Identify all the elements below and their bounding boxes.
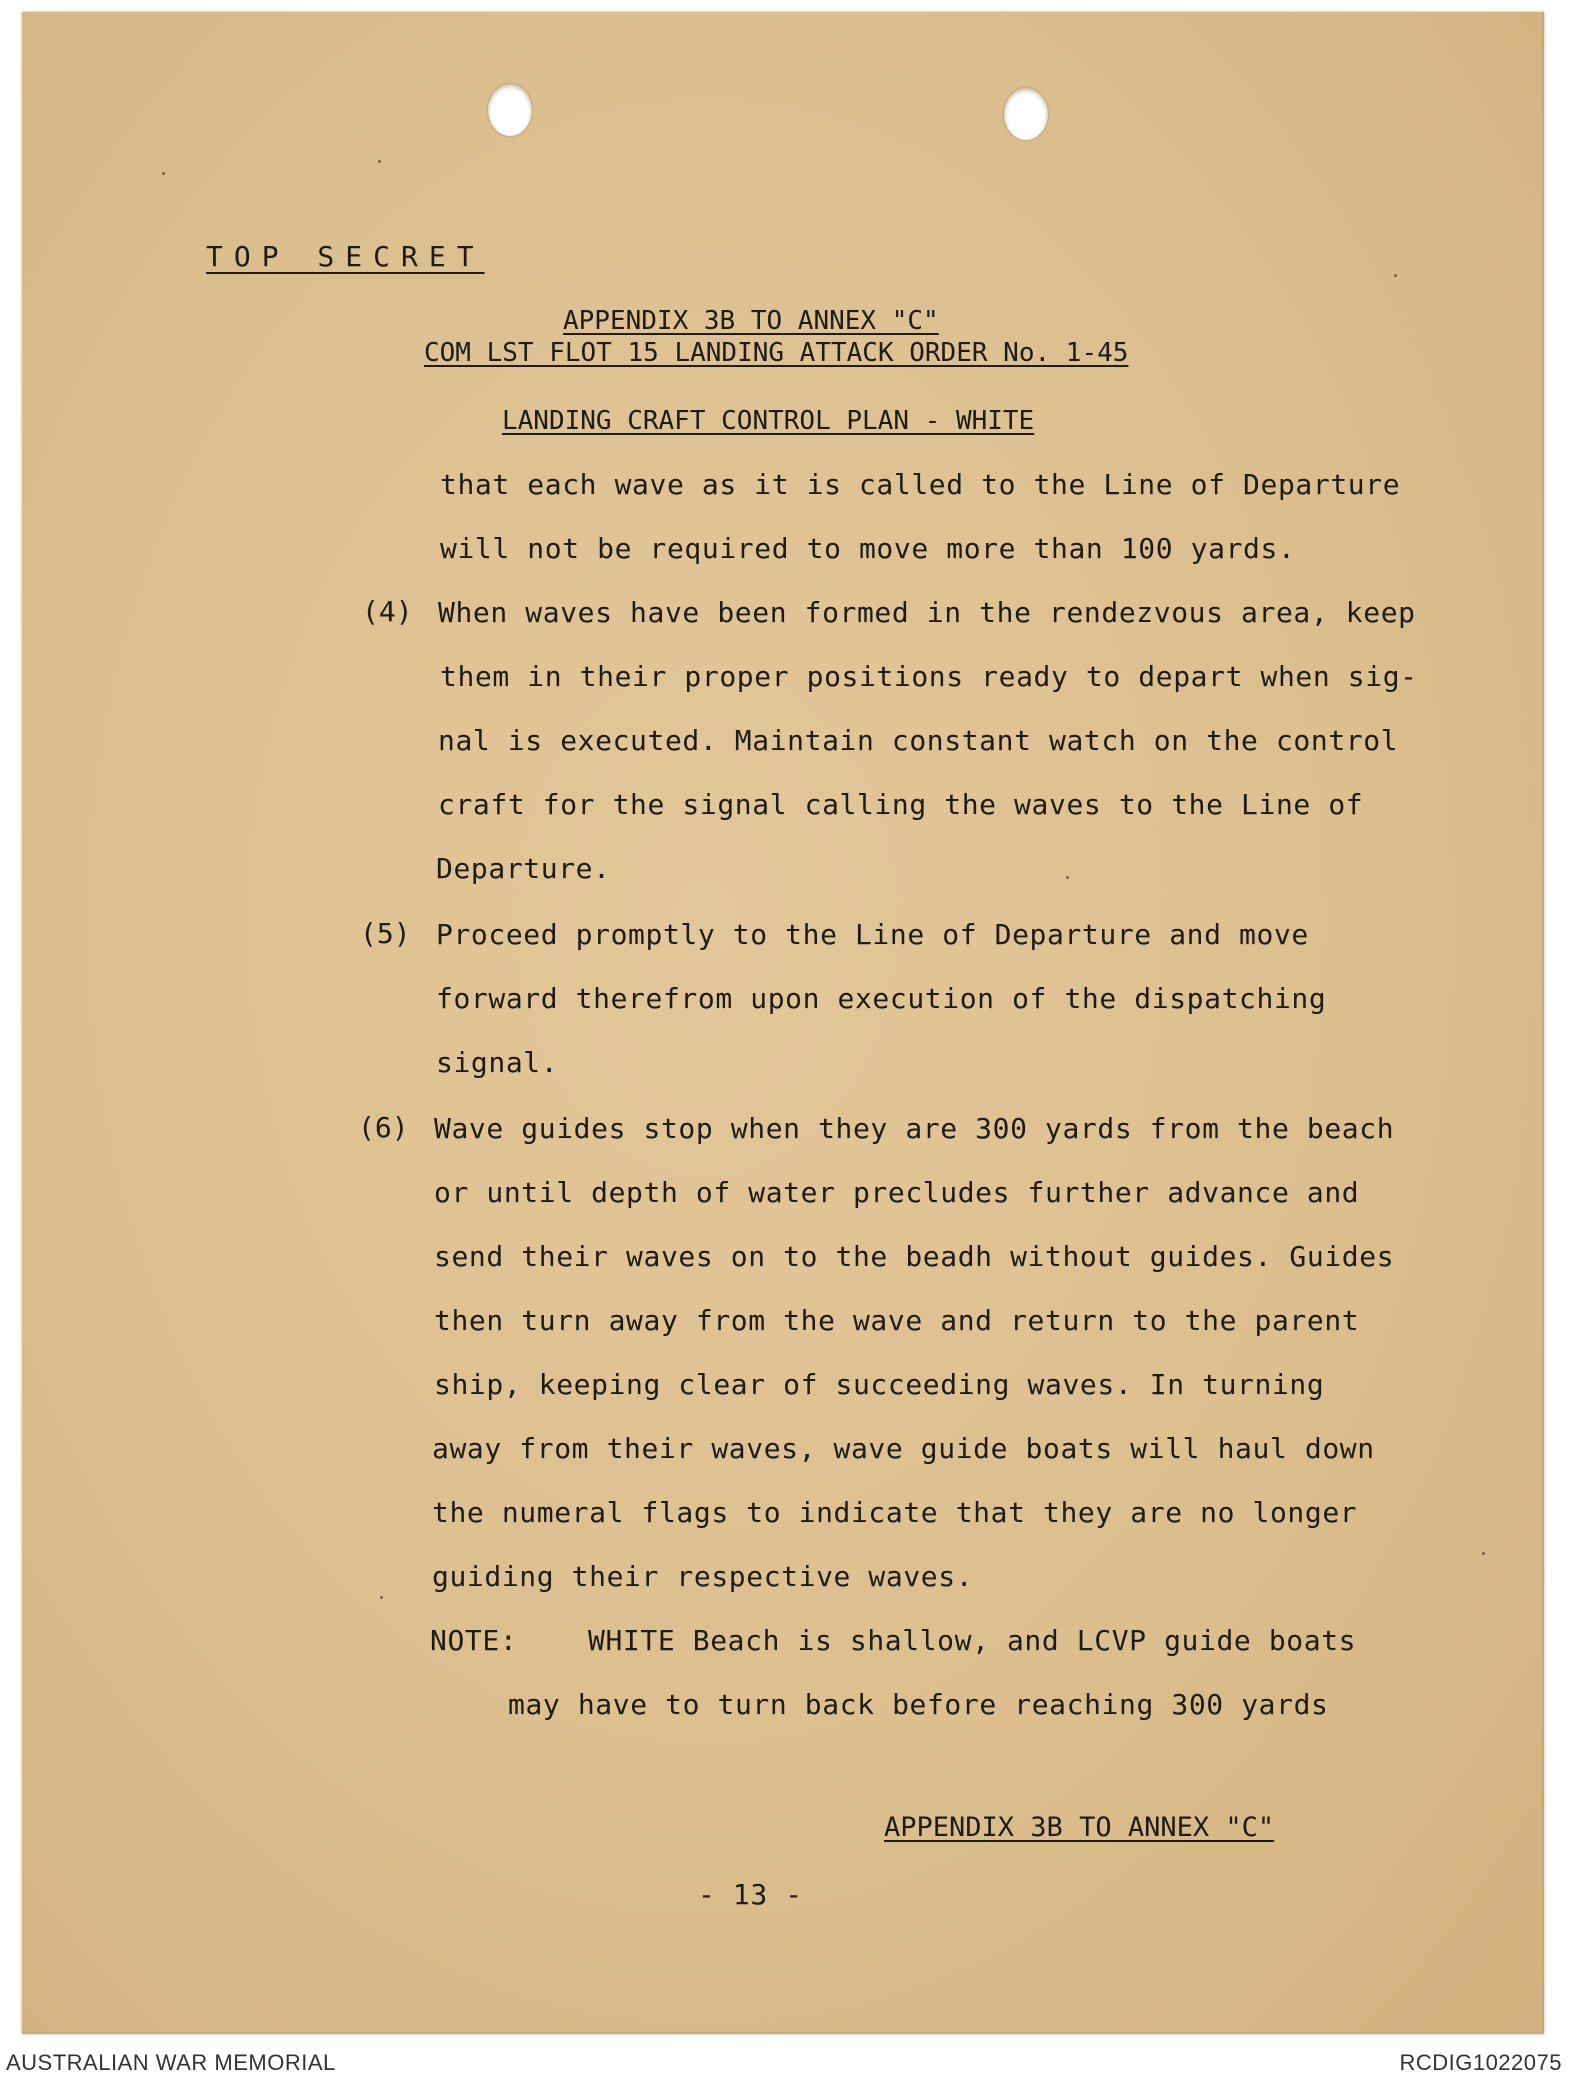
punch-hole-left — [488, 84, 532, 136]
item-line: nal is executed. Maintain constant watch on the control — [438, 724, 1399, 757]
page-subtitle: LANDING CRAFT CONTROL PLAN - WHITE — [502, 406, 1035, 436]
header-appendix-line: APPENDIX 3B TO ANNEX "C" — [563, 306, 939, 336]
paper-speck — [380, 1596, 383, 1599]
item-line: signal. — [436, 1046, 559, 1079]
punch-hole-right — [1004, 88, 1048, 140]
page-number: - 13 - — [698, 1878, 803, 1911]
item-line: Wave guides stop when they are 300 yards from the beach — [434, 1112, 1395, 1145]
paper-speck — [1066, 876, 1069, 879]
continuation-line: will not be required to move more than 100 yards. — [440, 532, 1296, 565]
note-line: may have to turn back before reaching 300 yards — [508, 1688, 1329, 1721]
item-line: When waves have been formed in the rendezvous area, keep — [438, 596, 1416, 629]
footer-reference: APPENDIX 3B TO ANNEX "C" — [884, 1812, 1275, 1843]
item-line: Proceed promptly to the Line of Departure and move — [436, 918, 1309, 951]
paper-speck — [1482, 1552, 1485, 1555]
item-line: them in their proper positions ready to depart when sig- — [440, 660, 1418, 693]
item-line: away from their waves, wave guide boats will haul down — [432, 1432, 1375, 1465]
item-number: (5) — [360, 917, 411, 950]
continuation-line: that each wave as it is called to the Line of Departure — [440, 468, 1401, 501]
item-number: (4) — [362, 595, 413, 628]
item-number: (6) — [358, 1111, 409, 1144]
archive-record-id: RCDIG1022075 — [1399, 2050, 1562, 2075]
note-label: NOTE: — [430, 1624, 518, 1657]
paper-speck — [378, 160, 381, 163]
item-line: then turn away from the wave and return to the parent — [434, 1304, 1360, 1337]
archive-institution: AUSTRALIAN WAR MEMORIAL — [6, 2050, 336, 2075]
paper-speck — [1394, 274, 1397, 277]
note-line: WHITE Beach is shallow, and LCVP guide boats — [588, 1624, 1357, 1657]
item-line: send their waves on to the beadh without guides. Guides — [434, 1240, 1395, 1273]
paper-speck — [162, 172, 165, 175]
classification-marking: TOP SECRET — [206, 240, 485, 273]
item-line: the numeral flags to indicate that they are no longer — [432, 1496, 1358, 1529]
item-line: guiding their respective waves. — [432, 1560, 974, 1593]
header-order-line: COM LST FLOT 15 LANDING ATTACK ORDER No. 1-45 — [424, 338, 1129, 368]
item-line: ship, keeping clear of succeeding waves. In turning — [434, 1368, 1325, 1401]
item-line: Departure. — [436, 852, 611, 885]
item-line: craft for the signal calling the waves to the Line of — [438, 788, 1364, 821]
item-line: forward therefrom upon execution of the dispatching — [436, 982, 1327, 1015]
document-page — [22, 12, 1544, 2034]
item-line: or until depth of water precludes further advance and — [434, 1176, 1360, 1209]
